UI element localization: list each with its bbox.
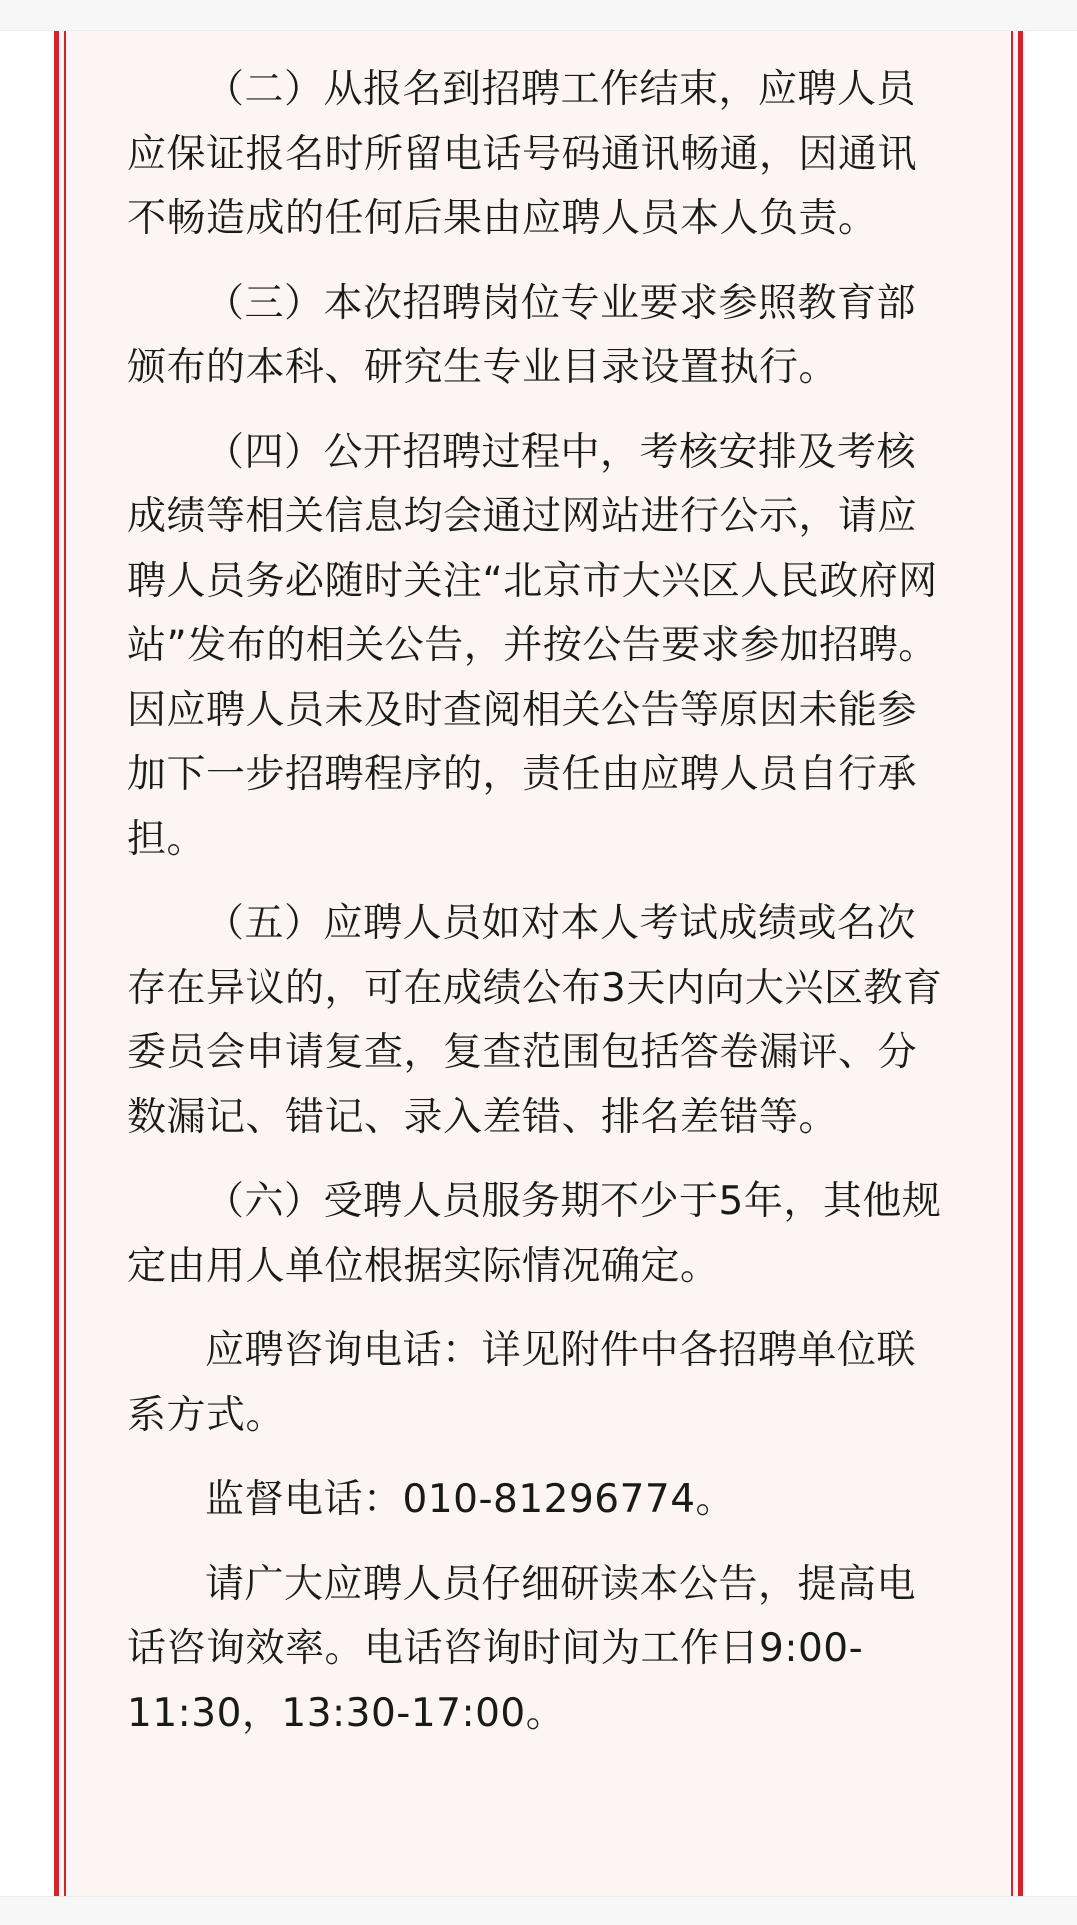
paragraph-item-4: （四）公开招聘过程中，考核安排及考核成绩等相关信息均会通过网站进行公示，请应聘人员务必随时关注“北京市大兴区人民政府网站”发布的相关公告，并按公告要求参加招聘。因应聘人员未及时查阅相关公告等原因未能参加下一步招聘程序的，责任由应聘人员自行承担。 (127, 429, 938, 862)
paragraph-item-3: （三）本次招聘岗位专业要求参照教育部颁布的本科、研究生专业目录设置执行。 (127, 280, 917, 390)
bottom-bar (0, 1896, 1077, 1925)
right-border-outer (1018, 31, 1023, 1896)
paragraph-item-6: （六）受聘人员服务期不少于5年，其他规定由用人单位根据实际情况确定。 (127, 1179, 942, 1289)
paragraph-item-5: （五）应聘人员如对本人考试成绩或名次存在异议的，可在成绩公布3天内向大兴区教育委员会申请复查，复查范围包括答卷漏评、分数漏记、错记、录入差错、排名差错等。 (127, 901, 943, 1140)
right-border-inner (1011, 31, 1013, 1896)
article-body (127, 58, 947, 1766)
left-border-outer (54, 31, 59, 1896)
left-border-inner (64, 31, 66, 1896)
closing-paragraph: 请广大应聘人员仔细研读本公告，提高电话咨询效率。电话咨询时间为工作日9:00-11:30，13:30-17:00。 (127, 1561, 917, 1736)
top-bar (0, 0, 1077, 31)
consult-phone-paragraph: 应聘咨询电话：详见附件中各招聘单位联系方式。 (127, 1328, 917, 1438)
supervision-phone-paragraph: 监督电话：010-81296774。 (205, 1477, 736, 1522)
paragraph-item-2: （二）从报名到招聘工作结束，应聘人员应保证报名时所留电话号码通讯畅通，因通讯不畅造成的任何后果由应聘人员本人负责。 (127, 67, 918, 241)
